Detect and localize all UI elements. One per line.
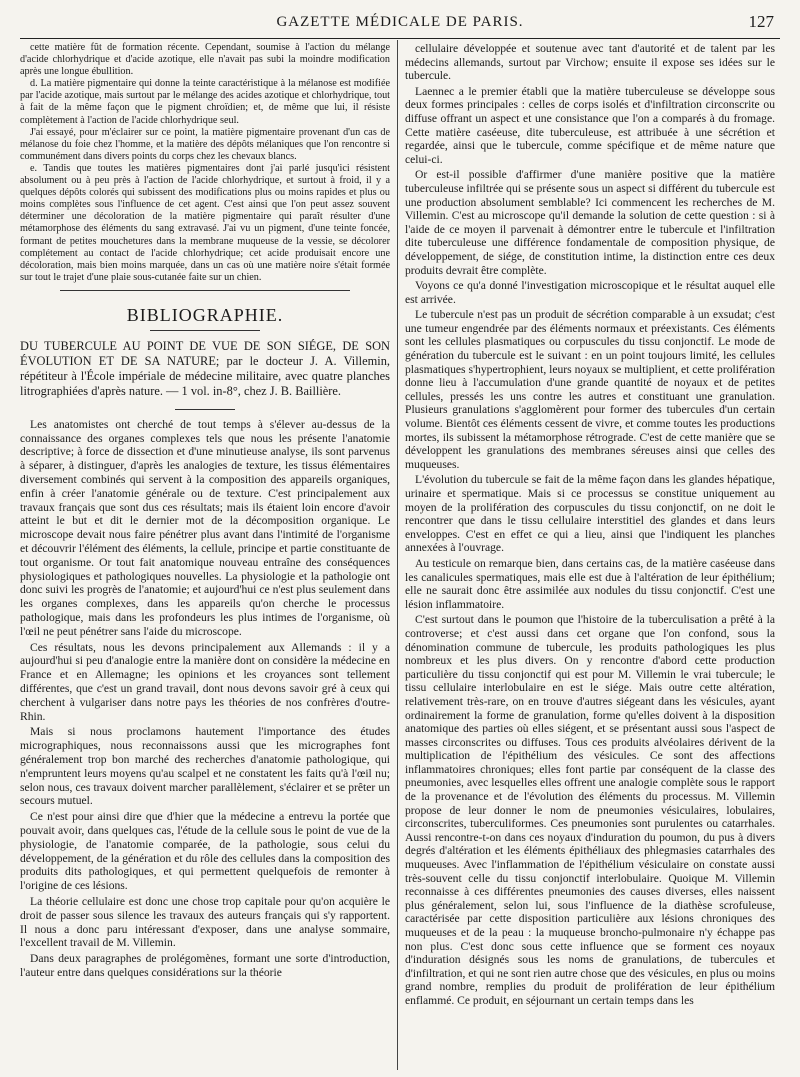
paragraph: Ce n'est pour ainsi dire que d'hier que la médecine a entrevu la portée que pouvait avoir, dans quelques cas, l'étude de la cellule sous le point de vue de la physiologie, de l'anatomie comparée, de la pathologie, sous celui du développement, de la génération et du rôle des cellules dans la composition des produits dits pathologiques, et qui permettent quelquefois de remonter à l'origine de ces lésions. (20, 810, 390, 893)
paragraph: d. La matière pigmentaire qui donne la teinte caractéristique à la mélanose est modifiée par l'acide azotique, mais surtout par le mélange des acides azotique et chlorhydrique, tout à fait de la même façon que le pigment chroïdien; et, de même que lui, il résiste complètement à l'action de l'acide chlorhydrique seul. (20, 78, 390, 126)
pigment-notes (20, 42, 390, 284)
paragraph: cellulaire développée et soutenue avec tant d'autorité et de talent par les médecins allemands, surtout par Virchow; ensuite il expose ses idées sur le tubercule. (405, 42, 775, 83)
paragraph: L'évolution du tubercule se fait de la même façon dans les glandes hépatique, urinaire et spermatique. Mais si ce processus se constitue uniquement au moyen de la prolifération des corpuscules du tissu conjonctif, on ne doit le rencontrer que dans le tissu cellulaire interstitiel des glandes et dans leurs enveloppes. C'est en effet ce qui a lieu, ainsi que l'indiquent les planches annexées à l'ouvrage. (405, 473, 775, 555)
paragraph: Les anatomistes ont cherché de tout temps à s'élever au-dessus de la connaissance des organes complexes tels que nous les présente l'anatomie descriptive; à force de dissection et d'une minutieuse analyse, ils sont parvenus à séparer, à distinguer, d'après les analogies de texture, les tissus élémentaires diversement combinés qui servent à la composition des appareils organiques, enfin à créer l'anatomie générale ou de texture. C'est principalement aux travaux français que sont dus ces résultats; mais ils étaient loin encore d'avoir atteint le but et dit le dernier mot de la décomposition organique. Le microscope devait nous faire pénétrer plus avant dans l'intimité de l'organisme et découvrir l'élément des éléments, la cellule, principe et partie constituante de tout organisme. Or tout fait anatomique nouveau entraîne des conséquences physiologiques et pathologiques nouvelles. La physiologie et la pathologie ont donc suivi les progrès de l'anatomie; et aujourd'hui ce n'est plus seulement dans les organes complexes, dans les appareils qu'on cherche le processus pathologique, mais dans les profondeurs les plus intimes de l'organisme, où l'œil ne peut pénétrer sans l'aide du microscope. (20, 417, 390, 638)
book-reference: DU TUBERCULE AU POINT DE VUE DE SON SIÉGE, DE SON ÉVOLUTION ET DE SA NATURE; par le docteur J. A. Villemin, répétiteur à l'École impériale de médecine militaire, avec quatre planches litrographiées d'après nature. — 1 vol. in-8°, chez J. B. Baillière. (20, 338, 390, 398)
page-header (20, 8, 780, 38)
book-reference-rule (175, 409, 235, 410)
paragraph: Mais si nous proclamons hautement l'importance des études micrographiques, nous reconnaissons aussi que les micrographes font généralement trop bon marché des recherches d'anatomie pathologique, qui n'empruntent leurs moyens qu'au scalpel et ne constatent les faits qu'à l'œil nu; selon nous, ces travaux doivent marcher parallèlement, s'éclairer et se prêter un secours mutuel. (20, 725, 390, 808)
paragraph: Le tubercule n'est pas un produit de sécrétion comparable à un exsudat; c'est une tumeur engendrée par des éléments normaux et préexistants. Ces éléments sont les cellules plasmatiques ou corpuscules du tissu conjonctif. Le mode de génération du tubercule est le suivant : en un point toujours limité, les cellules plasmatiques s'hypertrophient, leurs noyaux se multiplient, et cette prolifération donne lieu à l'accumulation d'une grande quantité de noyaux et de petites cellules, pressés les uns contre les autres et constituant une granulation. Plusieurs granulations s'agglomèrent pour former des tubercules d'un certain volume. Bientôt ces éléments cessent de vivre, et comme toutes les productions mortes, ils subissent la métamorphose rétrograde. C'est de cette manière que se développent les granulations des membranes séreuses ainsi que celles des muqueuses. (405, 308, 775, 471)
paragraph: Laennec a le premier établi que la matière tuberculeuse se développe sous deux formes principales : celles de corps isolés et d'infiltration circonscrite ou diffuse offrant un aspect et une consistance que l'on a comparés à du fromage. Cette matière caséeuse, dite tuberculeuse, est attribuée à une sécrétion et regardée, ainsi que le tubercule, comme spécifique et de même nature que celui-ci. (405, 84, 775, 166)
review-body-left (20, 418, 390, 980)
paragraph: Voyons ce qu'a donné l'investigation microscopique et le résultat auquel elle est arrivée. (405, 279, 775, 306)
page-number: 127 (748, 12, 774, 31)
paragraph: C'est surtout dans le poumon que l'histoire de la tuberculisation a prêté à la controverse; et c'est aussi dans cet organe que l'on confond, sous la dénomination commune de tubercule, les produits pathologiques les plus nombreux et les plus divers. On y rencontre d'abord cette production particulière du tissu conjonctif qui est pour M. Villemin le vrai tubercule; le tissu cellulaire interlobulaire en est le siége. Mais outre cette altération, relativement très-rare, on en trouve d'autres siégeant dans les vésicules, ayant ordinairement la forme de granulation, forme qu'elles doivent à la disposition anatomique des parties où elles siégent, et se présentant aussi sous l'aspect de masses circonscrites ou diffuses. Tous ces produits alvéolaires dérivent de la multiplication de l'épithélium des vésicules. Ce sont des affections inflammatoires chroniques; elles font partie par conséquent de la classe des pneumonies, avec lesquelles elles offrent une analogie complète sous le rapport de la provenance et de l'évolution des éléments du processus. M. Villemin propose de leur donner le nom de pneumonies vésiculaires, lobulaires, circonscrites, tuberculiformes. Ces pneumonies sont purulentes ou catarrhales. Aussi rencontre-t-on dans ces noyaux d'induration du poumon, du pus à divers degrés d'altération et les éléments épithéliaux des phlegmasies catarrhales des muqueuses. Avec l'inflammation de l'épithélium vésiculaire on constate aussi très-souvent celle du tissu conjonctif interlobulaire. Quoique M. Villemin reconnaisse à ces différentes pneumonies des causes diverses, elles naissent plus généralement, selon lui, sous l'influence de la diathèse scrofuleuse, caractérisée par cette disposition particulière aux lésions chroniques des muqueuses et de la peau : la muqueuse broncho-pulmonaire n'y échappe pas non plus. C'est donc sous cette influence que se forment ces noyaux d'induration désignés sous les noms de granulations, de tubercules et d'infiltration, et qui ne sont rien autre chose que des vésicules, en plus ou moins grand nombre, remplies du produit de prolifération de leur épithélium enflammé. Ce produit, en séjournant un certain temps dans les (405, 613, 775, 1007)
paragraph: Dans deux paragraphes de prolégomènes, formant une sorte d'introduction, l'auteur entre dans quelques considérations sur la théorie (20, 952, 390, 979)
section-divider (60, 290, 350, 291)
paragraph: La théorie cellulaire est donc une chose trop capitale pour qu'on acquière le droit de passer sous silence les travaux des auteurs français qui s'y rapportent. Il nous a donc paru intéressant d'exposer, dans une analyse sommaire, l'excellent travail de M. Villemin. (20, 894, 390, 950)
paragraph: cette matière fût de formation récente. Cependant, soumise à l'action du mélange d'acide chlorhydrique et d'acide azotique, elle n'avait pas subi la moindre modification après une longue ébullition. (20, 42, 390, 78)
paragraph: J'ai essayé, pour m'éclairer sur ce point, la matière pigmentaire provenant d'un cas de mélanose du foie chez l'homme, et la matière des dépôts mélaniques que l'on rencontre si communément dans divers points du corps chez les chevaux blancs. (20, 126, 390, 162)
section-title-rule (150, 330, 260, 331)
paragraph: Or est-il possible d'affirmer d'une manière positive que la matière tuberculeuse infiltrée qui se présente sous un aspect si différent du tubercule est une production absolument semblable? Ici commencent les recherches de M. Villemin. C'est au microscope qu'il demande la solution de cette question : si à l'aide de ce moyen il parvenait à démontrer entre le tubercule et l'infiltration dite tuberculeuse une différence fondamentale de composition physique, de développement, de siége, de constitution intime, la distinction entre ces deux produits devrait être complète. (405, 168, 775, 277)
section-title: BIBLIOGRAPHIE. (126, 304, 284, 325)
right-column (405, 42, 775, 1010)
left-column (20, 42, 390, 982)
paragraph: Au testicule on remarque bien, dans certains cas, de la matière caséeuse dans les canalicules spermatiques, mais elle est due à l'altération de leur épithélium; elle ne saurait donc être assimilée aux nodules du tissu conjonctif. C'est une lésion inflammatoire. (405, 556, 775, 611)
paragraph: Ces résultats, nous les devons principalement aux Allemands : il y a aujourd'hui si peu d'analogie entre la manière dont on considère la médecine en France et en Allemagne; les opinions et les croyances sont tellement différentes, que c'est un grand travail, dont nous devons savoir gré à ceux qui cherchent à vulgariser dans notre pays les théories de nos confrères d'outre-Rhin. (20, 640, 390, 723)
header-rule (20, 38, 780, 39)
journal-title: GAZETTE MÉDICALE DE PARIS. (276, 14, 524, 30)
paragraph: e. Tandis que toutes les matières pigmentaires dont j'ai parlé jusqu'ici résistent absolument ou à peu près à l'action de l'acide chlorhydrique, et surtout à froid, il y a quelques dépôts colorés qui subissent des modifications plus ou moins rapides et plus ou moins complètes sous l'influence de cet agent. C'est ainsi que l'on peut assez souvent déterminer une décoloration de la matière pigmentaire qui paraît résulter d'une métamorphose des éléments du sang extravasé. J'ai vu un pigment, d'une teinte foncée, formant de petites mouchetures dans la membrane muqueuse de la vessie, se décolorer complétement au contact de l'acide chlorhydrique; cet acide produisait encore une décoloration, mais bien moins marquée, dans un cas où une matière noire s'était formée sur tout le trajet d'une plaie sous-cutanée faite sur un chien. (20, 162, 390, 283)
column-separator (397, 40, 398, 1070)
